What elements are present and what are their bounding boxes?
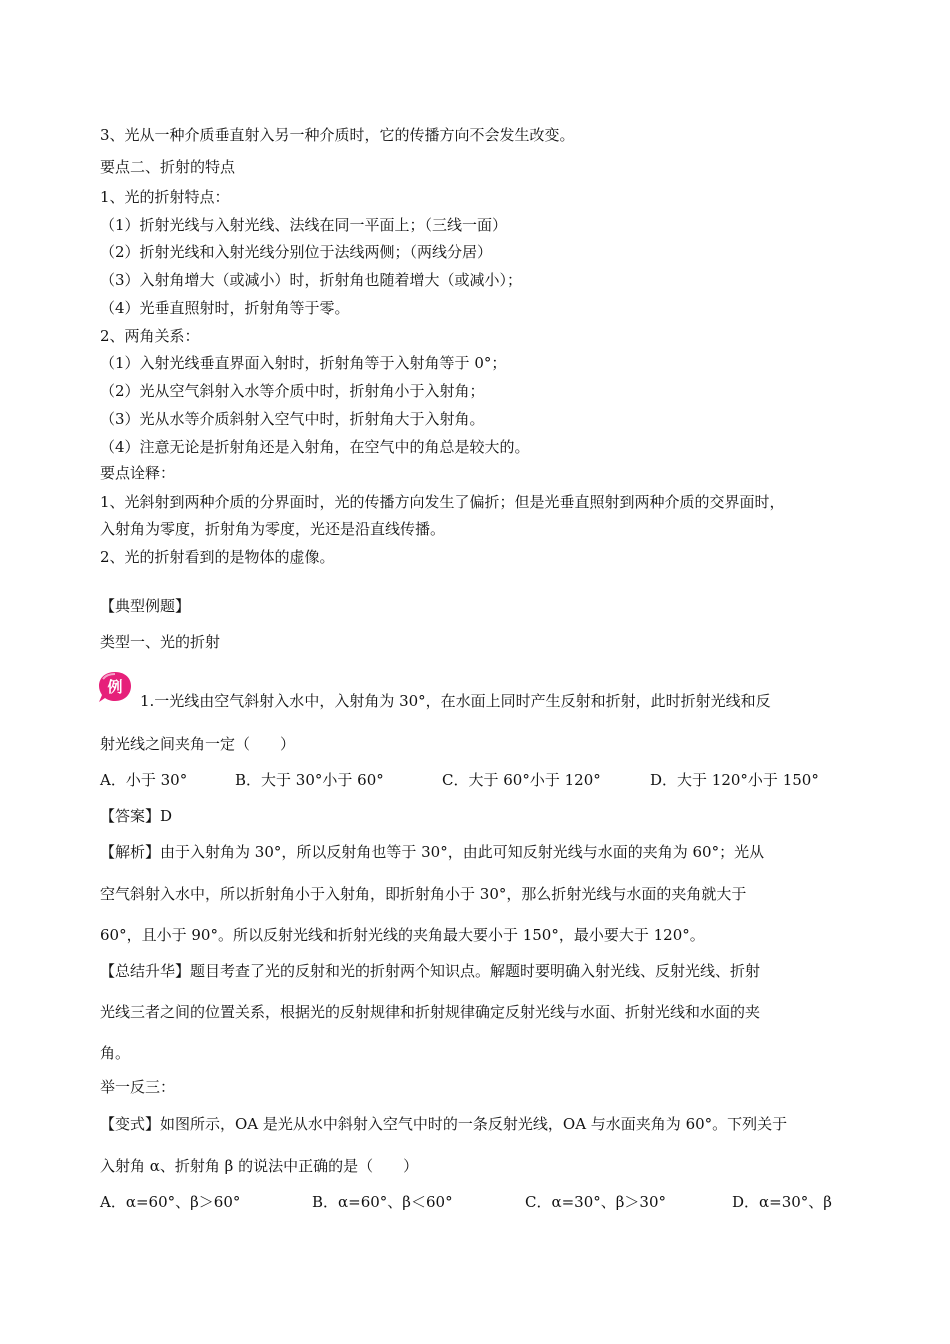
summary-text: 光线三者之间的位置关系，根据光的反射规律和折射规律确定反射光线与水面、折射光线和水面的夹: [100, 1003, 761, 1021]
option-c: C．大于 60°小于 120°: [442, 771, 601, 789]
variant-question: 入射角 α、折射角 β 的说法中正确的是（ ）: [100, 1157, 419, 1175]
answer-line: 【答案】D: [100, 807, 173, 825]
practice-heading: 举一反三：: [100, 1078, 176, 1096]
text-line: （1）折射光线与入射光线、法线在同一平面上；（三线一面）: [100, 216, 508, 234]
variant-question: 【变式】如图所示，OA 是光从水中斜射入空气中时的一条反射光线，OA 与水面夹角为 60°。下列关于: [100, 1115, 788, 1133]
text-line: （4）光垂直照射时，折射角等于零。: [100, 299, 350, 317]
text-line: 2、光的折射看到的是物体的虚像。: [100, 548, 335, 566]
example-badge-icon: [97, 670, 133, 704]
text-line: 1、光的折射特点：: [100, 188, 230, 206]
option-b: B．大于 30°小于 60°: [235, 771, 384, 789]
analysis-text: 空气斜射入水中，所以折射角小于入射角，即折射角小于 30°，那么折射光线与水面的夹角就大于: [100, 885, 747, 903]
section-heading: 要点二、折射的特点: [100, 158, 236, 176]
variant-option-c: C．α=30°、β＞30°: [525, 1193, 667, 1211]
option-d: D．大于 120°小于 150°: [650, 771, 819, 789]
analysis-text: 【解析】由于入射角为 30°，所以反射角也等于 30°，由此可知反射光线与水面的夹角为 60°；光从: [100, 843, 765, 861]
section-heading: 【典型例题】: [100, 597, 191, 615]
text-line: （1）入射光线垂直界面入射时，折射角等于入射角等于 0°；: [100, 354, 507, 372]
variant-option-b: B．α=60°、β＜60°: [312, 1193, 453, 1211]
analysis-text: 60°，且小于 90°。所以反射光线和折射光线的夹角最大要小于 150°，最小要大于 120°。: [100, 926, 705, 944]
text-line: （2）光从空气斜射入水等介质中时，折射角小于入射角；: [100, 382, 485, 400]
question-options: [100, 770, 860, 790]
text-line: 1、光斜射到两种介质的分界面时，光的传播方向发生了偏折；但是光垂直照射到两种介质的交界面时，: [100, 493, 785, 511]
text-line: 3、光从一种介质垂直射入另一种介质时，它的传播方向不会发生改变。: [100, 126, 575, 144]
text-line: 2、两角关系：: [100, 327, 200, 345]
subsection-heading: 类型一、光的折射: [100, 633, 221, 651]
summary-text: 【总结升华】题目考查了光的反射和光的折射两个知识点。解题时要明确入射光线、反射光线、折射: [100, 962, 761, 980]
variant-option-a: A．α=60°、β＞60°: [100, 1193, 241, 1211]
text-line: 入射角为零度，折射角为零度，光还是沿直线传播。: [100, 520, 446, 538]
text-line: （3）光从水等介质斜射入空气中时，折射角大于入射角。: [100, 410, 485, 428]
question-text: 1.一光线由空气斜射入水中，入射角为 30°，在水面上同时产生反射和折射，此时折射光线和反: [140, 692, 771, 710]
text-line: （2）折射光线和入射光线分别位于法线两侧；（两线分居）: [100, 243, 493, 261]
text-line: （3）入射角增大（或减小）时，折射角也随着增大（或减小）；: [100, 271, 523, 289]
summary-text: 角。: [100, 1044, 131, 1062]
option-a: A．小于 30°: [100, 771, 188, 789]
variant-option-d: D．α=30°、β: [732, 1193, 832, 1211]
question-text: 射光线之间夹角一定（ ）: [100, 735, 296, 753]
example-badge-label: 例: [107, 678, 123, 696]
note-heading: 要点诠释：: [100, 464, 176, 482]
text-line: （4）注意无论是折射角还是入射角，在空气中的角总是较大的。: [100, 438, 530, 456]
variant-options: [100, 1192, 860, 1212]
